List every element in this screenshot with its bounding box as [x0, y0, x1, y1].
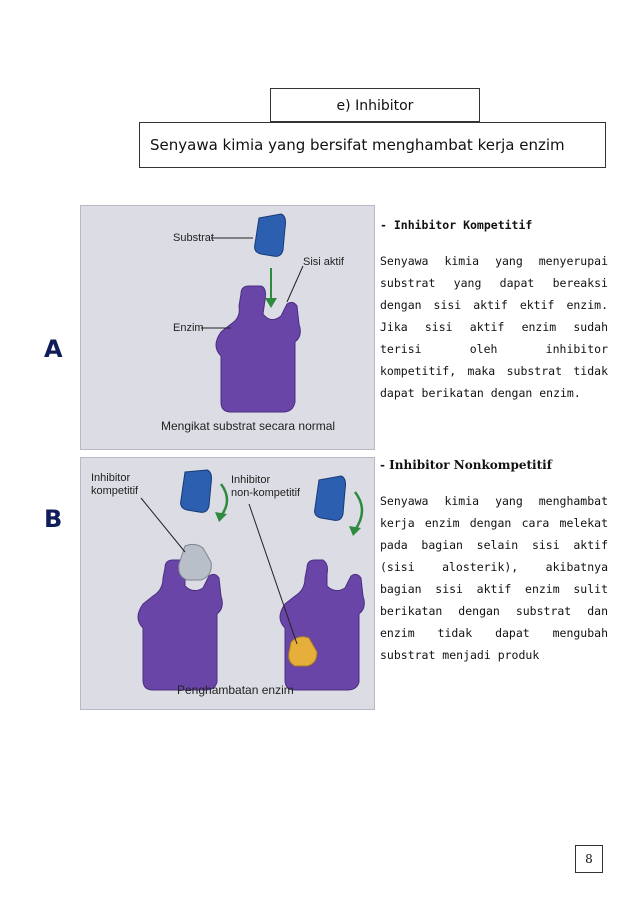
enzyme-shape — [216, 286, 300, 412]
panel-a-illustration — [81, 206, 376, 451]
curved-arrow-right — [355, 492, 362, 530]
substrate-shape-left — [181, 470, 212, 512]
enzyme-shape-right — [280, 560, 364, 690]
noncompetitive-section — [380, 458, 608, 666]
panel-a-caption: Mengikat substrat secara normal — [161, 419, 336, 433]
substrate-shape — [255, 214, 286, 256]
noncompetitive-body: Senyawa kimia yang menghambat kerja enzim dengan cara melekat pada bagian selain sisi aktif (sisi alosterik), akibatnya bagian sisi aktif enzim sulit berikatan dengan substrat dan enzim tidak dapat mengubah substrat menjadi produk — [380, 494, 608, 662]
panel-b-caption: Penghambatan enzim — [177, 683, 294, 697]
label-sisi-aktif: Sisi aktif — [303, 256, 344, 268]
label-inhibitor-nonkompetitif-2: non-kompetitif — [231, 487, 301, 499]
page-number: 8 — [575, 845, 603, 873]
panel-b — [80, 457, 375, 710]
panel-b-letter: B — [44, 505, 63, 533]
curved-arrow-left-head — [215, 512, 227, 522]
competitive-body: Senyawa kimia yang menyerupai substrat yang dapat bereaksi dengan sisi aktif ektif enzim. Jika sisi aktif enzim sudah terisi oleh inhibitor kompetitif, maka substrat tidak dapat berikatan dengan enzim. — [380, 254, 608, 400]
label-inhibitor-nonkompetitif-1: Inhibitor — [231, 474, 271, 486]
curved-arrow-right-head — [349, 526, 361, 536]
section-heading: e) Inhibitor — [270, 88, 480, 122]
noncompetitive-title: - Inhibitor Nonkompetitif — [380, 458, 552, 472]
label-inhibitor-kompetitif-2: kompetitif — [91, 485, 139, 497]
competitive-title: - Inhibitor Kompetitif — [380, 218, 533, 232]
enzyme-shape-left — [138, 560, 222, 690]
competitive-section — [380, 218, 608, 404]
definition-box: Senyawa kimia yang bersifat menghambat kerja enzim — [139, 122, 606, 168]
panel-a — [80, 205, 375, 450]
enzyme-inhibition-figure — [40, 205, 375, 710]
panel-a-letter: A — [44, 335, 63, 363]
substrate-shape-right — [315, 476, 346, 520]
label-enzim: Enzim — [173, 322, 204, 334]
noncompetitive-pointer — [249, 504, 297, 644]
curved-arrow-left — [221, 484, 227, 516]
label-inhibitor-kompetitif-1: Inhibitor — [91, 472, 131, 484]
competitive-pointer — [141, 498, 185, 552]
binding-arrow-head — [265, 298, 277, 308]
label-substrat: Substrat — [173, 232, 214, 244]
active-site-pointer — [287, 266, 303, 302]
